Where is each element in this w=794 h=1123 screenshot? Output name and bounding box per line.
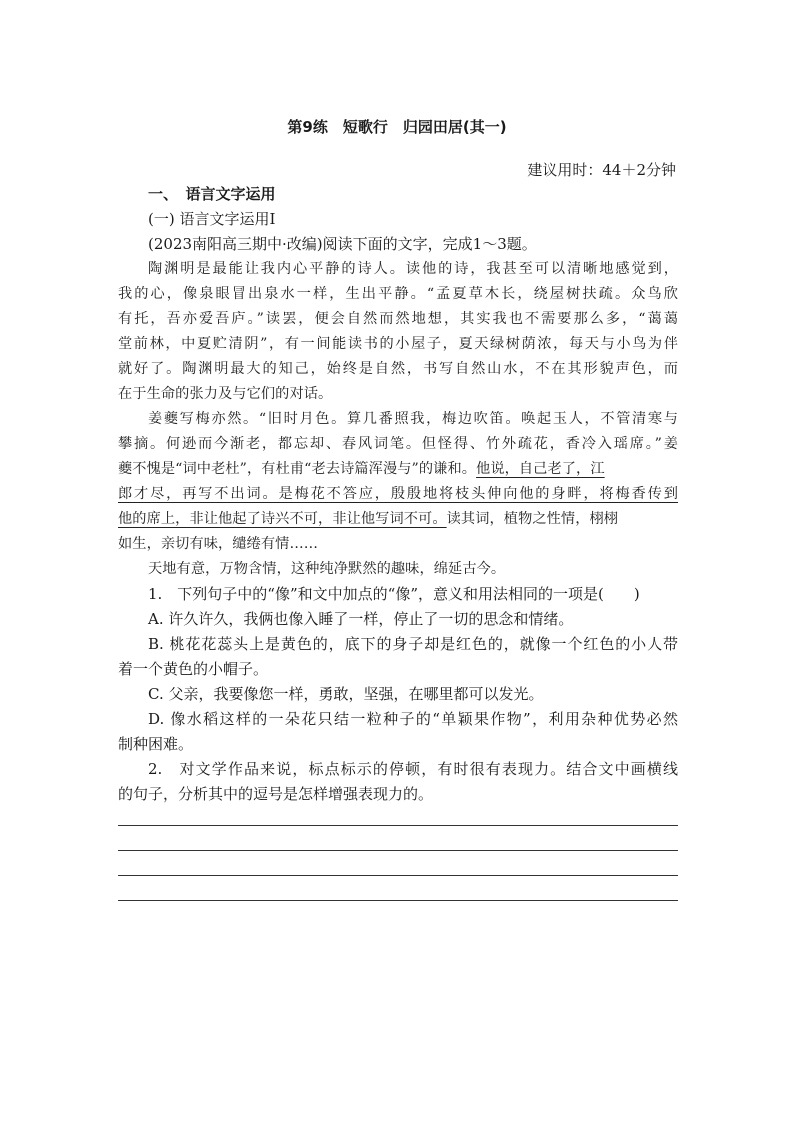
passage-p2-line6 — [118, 507, 678, 531]
question-1-option-d-line2: 制种困难。 — [118, 735, 194, 753]
passage-p1-line1: 陶渊明是最能让我内心平静的诗人。读他的诗，我甚至可以清晰地感觉到， — [148, 261, 678, 277]
answer-line-4[interactable] — [118, 900, 678, 901]
answer-line-2[interactable] — [118, 850, 678, 851]
underlined-sentence-part1: 他说，自己老了，江 — [476, 461, 605, 477]
underlined-sentence-part3: 他的席上，非让他起了诗兴不可，非让他写词不可。 — [118, 511, 447, 527]
answer-line-3[interactable] — [118, 875, 678, 876]
passage-p2-line1: 姜夔写梅亦然。“旧时月色。算几番照我，梅边吹笛。唤起玉人，不管清寒与 — [148, 411, 678, 427]
passage-p1-line3: 有托，吾亦爱吾庐。”读罢，便会自然而然地想，其实我也不需要那么多，“蔼蔼 — [118, 311, 678, 327]
question-1-option-a: A. 许久许久，我俩也像入睡了一样，停止了一切的思念和情绪。 — [148, 610, 574, 628]
question-1-option-d-line1: D. 像水稻这样的一朵花只结一粒种子的“单颖果作物”，利用杂种优势必然 — [148, 710, 678, 728]
question-1-option-c: C. 父亲，我要像您一样，勇敢，坚强，在哪里都可以发光。 — [148, 685, 544, 703]
section-heading: 一、 语言文字运用 — [148, 185, 276, 203]
underlined-sentence-part2: 郎才尽，再写不出词。是梅花不答应，殷殷地将枝头伸向他的身畔，将梅香传到 — [118, 486, 678, 502]
answer-line-1[interactable] — [118, 825, 678, 826]
page-title: 第9练 短歌行 归园田居(其一) — [287, 118, 507, 136]
passage-p1-line4: 堂前林，中夏贮清阴”，有一间能读书的小屋子，夏天绿树荫浓，每天与小鸟为伴 — [118, 336, 678, 352]
passage-p2-line3-plain: 夔不愧是“词中老杜”，有杜甫“老去诗篇浑漫与”的谦和。 — [118, 461, 477, 477]
question-1-option-b-line2: 着一个黄色的小帽子。 — [118, 660, 269, 678]
passage-p1-line5: 就好了。陶渊明最大的知己，始终是自然，书写自然山水，不在其形貌声色，而 — [118, 361, 678, 377]
passage-p1-line2: 我的心，像泉眼冒出泉水一样，生出平静。“孟夏草木长，绕屋树扶疏。众鸟欣 — [118, 286, 678, 302]
question-1-option-b-line1: B. 桃花花蕊头上是黄色的，底下的身子却是红色的，就像一个红色的小人带 — [148, 635, 678, 653]
passage-p2-line2: 攀摘。何逊而今渐老，都忘却、春风词笔。但怪得、竹外疏花，香冷入瑶席。”姜 — [118, 436, 678, 452]
source-note: (2023南阳高三期中·改编)阅读下面的文字，完成1～3题。 — [148, 235, 537, 253]
passage-p3: 天地有意，万物含情，这种纯净默然的趣味，绵延古今。 — [148, 561, 506, 577]
subsection-heading: (一) 语言文字运用Ⅰ — [148, 210, 276, 228]
passage-p2-line7: 如生，亲切有味，缱绻有情…… — [118, 536, 319, 552]
passage-p2-line3 — [118, 457, 678, 481]
passage-p2-line6-plain: 读其词，植物之性情，栩栩 — [446, 511, 619, 527]
question-1-stem: 1. 下列句子中的“像”和文中加点的“像”，意义和用法相同的一项是( ) — [148, 585, 640, 603]
time-hint: 建议用时：44＋2分钟 — [527, 161, 676, 179]
passage-p1-line6: 在于生命的张力及与它们的对话。 — [118, 386, 333, 402]
question-2-line1: 2. 对文学作品来说，标点标示的停顿，有时很有表现力。结合文中画横线 — [148, 760, 678, 778]
question-2-line2: 的句子，分析其中的逗号是怎样增强表现力的。 — [118, 785, 434, 803]
